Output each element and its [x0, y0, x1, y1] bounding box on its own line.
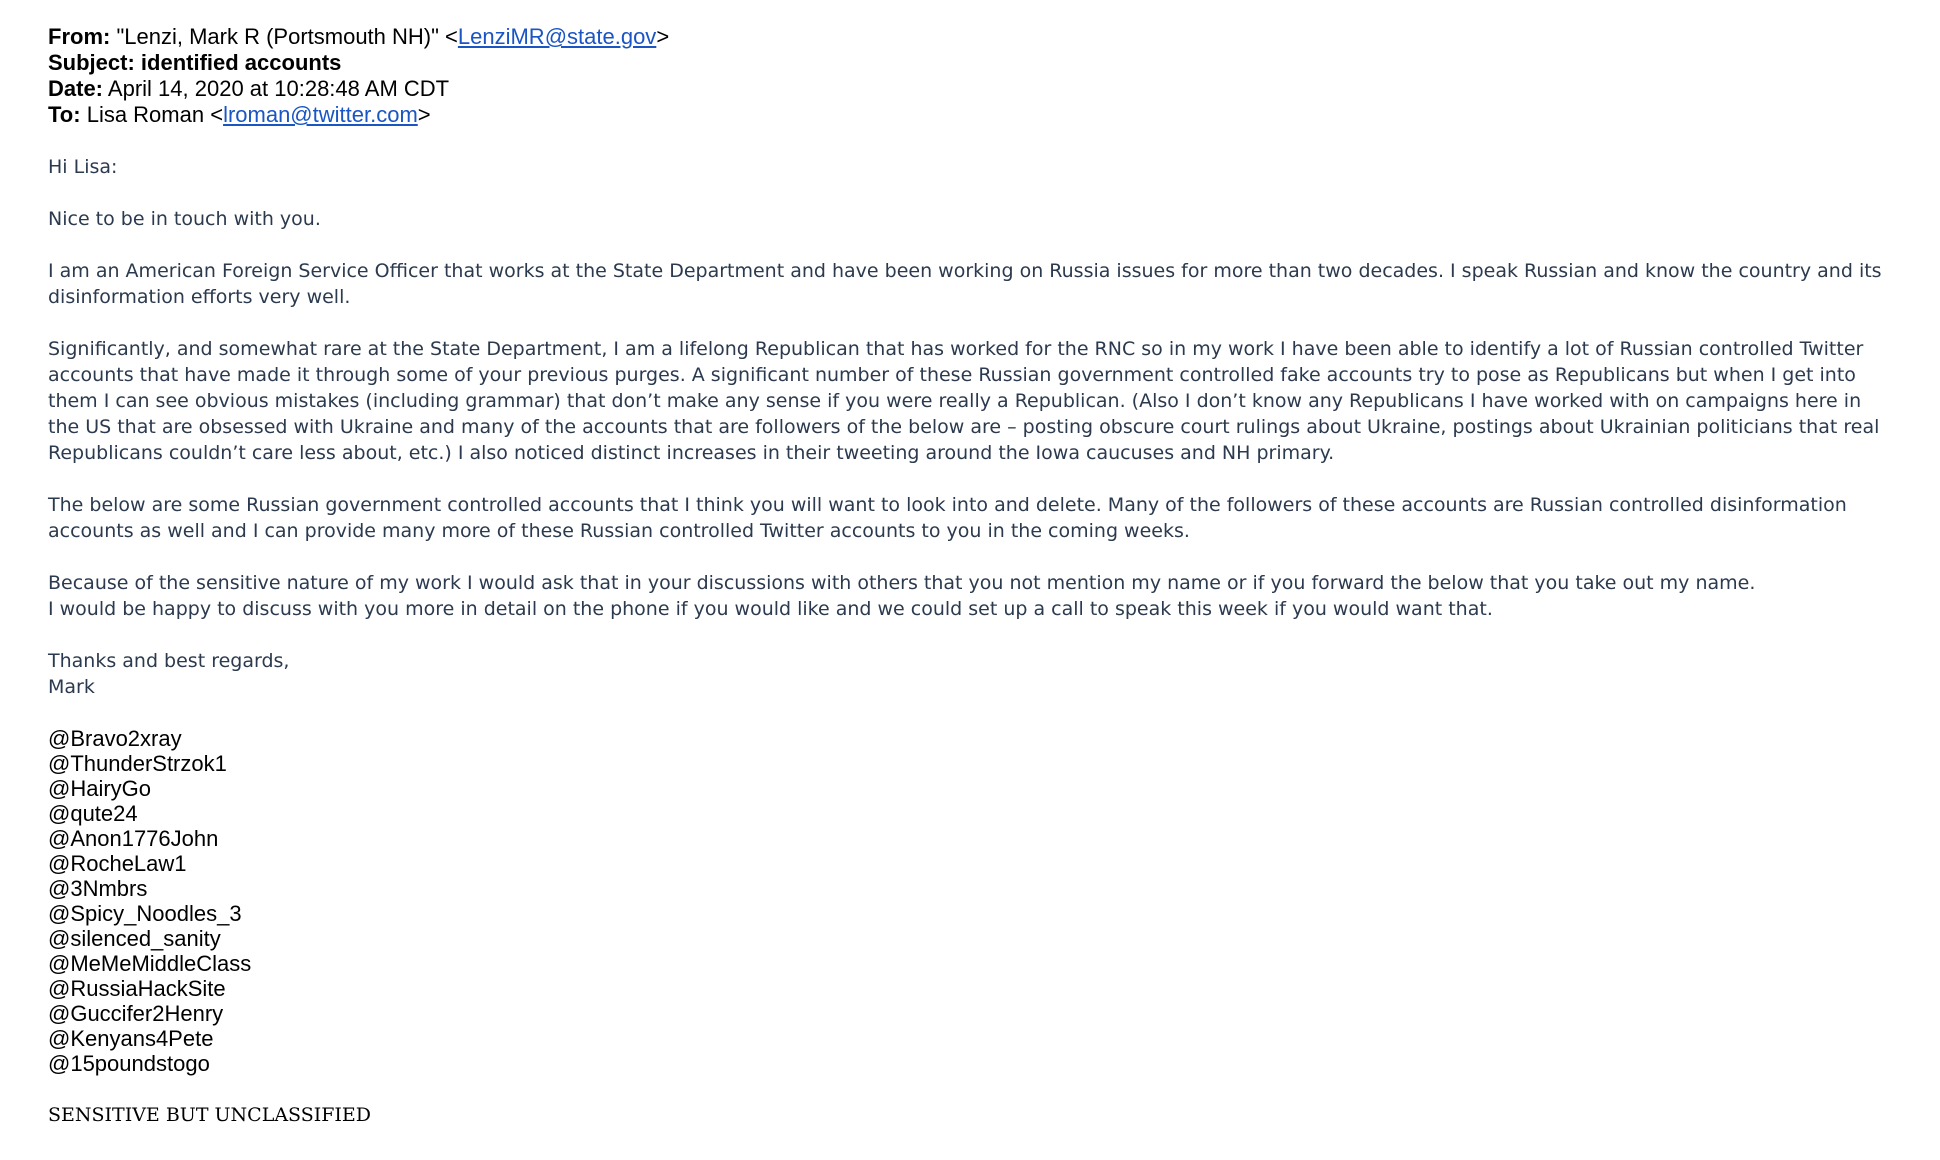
to-label: To:	[48, 102, 81, 127]
classification-marking: SENSITIVE BUT UNCLASSIFIED	[48, 1104, 372, 1126]
email-body	[48, 154, 1888, 700]
subject-text: identified accounts	[140, 50, 342, 75]
list-item: @Bravo2xray	[48, 726, 182, 751]
from-name: "Lenzi, Mark R (Portsmouth NH)" <	[116, 24, 458, 49]
list-item: @qute24	[48, 801, 138, 826]
from-close: >	[656, 24, 670, 49]
email-document	[48, 24, 1888, 1128]
list-item: @15poundstogo	[48, 1051, 210, 1076]
paragraph-republican: Significantly, and somewhat rare at the State Department, I am a lifelong Republican that has worked for the RNC so in my work I have been able to identify a lot of Russian controlled Twitter accounts that have made it through some of your previous purges. A significant number of these Russian government controlled fake accounts try to pose as Republicans but when I get into them I can see obvious mistakes (including grammar) that don’t make any sense if you were really a Republican. (Also I don’t know any Republicans I have worked with on campaigns here in the US that are obsessed with Ukraine and many of the accounts that are followers of the below are – posting obscure court rulings about Ukraine, postings about Ukrainian politicians that real Republicans couldn’t care less about, etc.) I also noticed distinct increases in their tweeting around the Iowa caucuses and NH primary.	[48, 338, 1880, 464]
from-line	[48, 24, 1888, 50]
paragraph-sensitive: Because of the sensitive nature of my work I would ask that in your discussions with others that you not mention my name or if you forward the below that you take out my name.	[48, 572, 1756, 594]
greeting: Hi Lisa:	[48, 156, 118, 178]
list-item: @Spicy_Noodles_3	[48, 901, 242, 926]
list-item: @MeMeMiddleClass	[48, 951, 252, 976]
to-name: Lisa Roman <	[86, 102, 224, 127]
email-header	[48, 24, 1888, 128]
date-text: April 14, 2020 at 10:28:48 AM CDT	[107, 76, 450, 101]
to-close: >	[417, 102, 431, 127]
signoff: Thanks and best regards,	[48, 650, 290, 672]
from-email-link[interactable]: LenziMR@state.gov	[457, 24, 657, 49]
paragraph-intro: Nice to be in touch with you.	[48, 208, 321, 230]
signature: Mark	[48, 676, 95, 698]
list-item: @Kenyans4Pete	[48, 1026, 214, 1051]
subject-line	[48, 50, 1888, 76]
list-item: @Guccifer2Henry	[48, 1001, 224, 1026]
list-item: @silenced_sanity	[48, 926, 221, 951]
list-item: @RocheLaw1	[48, 851, 187, 876]
subject-label: Subject:	[48, 50, 135, 75]
date-label: Date:	[48, 76, 104, 101]
list-item: @Anon1776John	[48, 826, 219, 851]
paragraph-background: I am an American Foreign Service Officer that works at the State Department and have been working on Russia issues for more than two decades. I speak Russian and know the country and its disinformation efforts very well.	[48, 260, 1882, 308]
paragraph-request: The below are some Russian government controlled accounts that I think you will want to look into and delete. Many of the followers of these accounts are Russian controlled disinformation accounts as well and I can provide many more of these Russian controlled Twitter accounts to you in the coming weeks.	[48, 494, 1847, 542]
to-email-link[interactable]: lroman@twitter.com	[223, 102, 418, 127]
paragraph-phone: I would be happy to discuss with you more in detail on the phone if you would like and we could set up a call to speak this week if you would want that.	[48, 598, 1493, 620]
list-item: @RussiaHackSite	[48, 976, 226, 1001]
account-list	[48, 726, 1888, 1076]
list-item: @3Nmbrs	[48, 876, 148, 901]
to-line	[48, 102, 1888, 128]
from-label: From:	[48, 24, 111, 49]
list-item: @HairyGo	[48, 776, 152, 801]
date-line	[48, 76, 1888, 102]
list-item: @ThunderStrzok1	[48, 751, 227, 776]
